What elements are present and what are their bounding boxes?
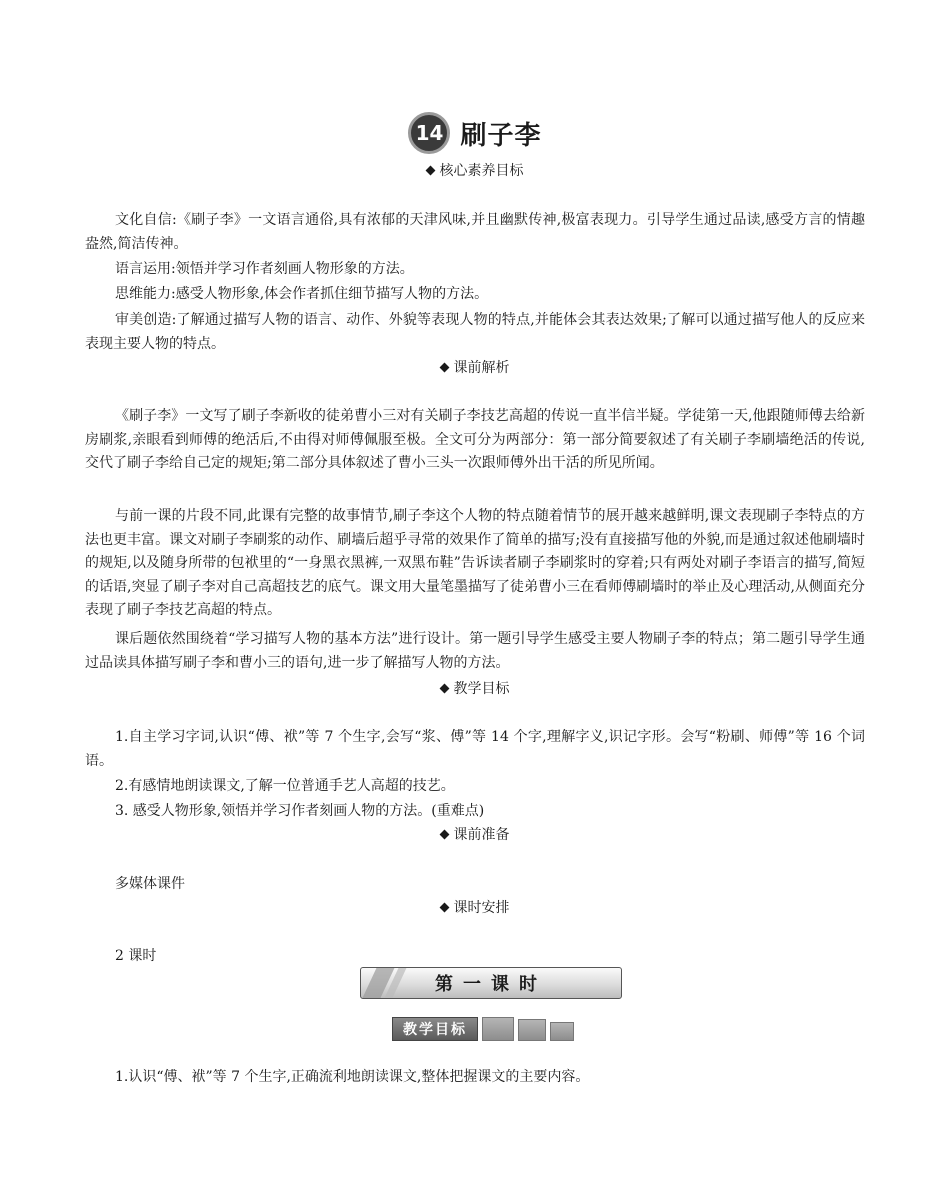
lesson-title-text: 刷子李 bbox=[460, 120, 542, 151]
diamond-bullet-icon bbox=[439, 683, 449, 693]
teaching-goal-item: 1.自主学习字词,认识“傅、袱”等 7 个生字,会写“浆、傅”等 14 个字,理解字义,识记字形。会写“粉刷、师傅”等 16 个词语。 bbox=[85, 729, 865, 769]
lesson-title bbox=[0, 112, 950, 156]
teaching-goals-tag bbox=[392, 1017, 574, 1041]
section-heading-core: 核心素养目标 bbox=[0, 160, 950, 180]
decorative-block bbox=[482, 1017, 514, 1041]
teaching-goal-item: 2.有感情地朗读课文,了解一位普通手艺人高超的技艺。 bbox=[115, 778, 455, 794]
core-goal-language: 语言运用:领悟并学习作者刻画人物形象的方法。 bbox=[115, 261, 414, 277]
schedule-text: 2 课时 bbox=[115, 948, 157, 964]
diamond-bullet-icon bbox=[425, 165, 435, 175]
lesson-number-badge: 14 bbox=[408, 112, 450, 154]
core-goal-aesthetic: 审美创造:了解通过描写人物的语言、动作、外貌等表现人物的特点,并能体会其表达效果;了解可以通过描写他人的反应来表现主要人物的特点。 bbox=[85, 312, 865, 352]
diamond-bullet-icon bbox=[439, 362, 449, 372]
analysis-paragraph: 课后题依然围绕着“学习描写人物的基本方法”进行设计。第一题引导学生感受主要人物刷子李的特点；第二题引导学生通过品读具体描写刷子李和曹小三的语句,进一步了解描写人物的方法。 bbox=[85, 631, 865, 671]
preparation-text: 多媒体课件 bbox=[115, 876, 185, 892]
core-goal-thinking: 思维能力:感受人物形象,体会作者抓住细节描写人物的方法。 bbox=[115, 286, 489, 302]
diamond-bullet-icon bbox=[439, 902, 449, 912]
section-heading-preparation: 课前准备 bbox=[0, 824, 950, 844]
core-goal-culture: 文化自信:《刷子李》一文语言通俗,具有浓郁的天津风味,并且幽默传神,极富表现力。引导学生通过品读,感受方言的情趣盎然,简洁传神。 bbox=[85, 212, 865, 252]
lesson-period-banner-text: 第一课时 bbox=[435, 974, 547, 995]
section-heading-analysis: 课前解析 bbox=[0, 357, 950, 377]
teaching-goals-tag-label: 教学目标 bbox=[392, 1017, 478, 1041]
diamond-bullet-icon bbox=[439, 829, 449, 839]
section-heading-teaching-goals: 教学目标 bbox=[0, 678, 950, 698]
analysis-paragraph: 《刷子李》一文写了刷子李新收的徒弟曹小三对有关刷子李技艺高超的传说一直半信半疑。学徒第一天,他跟随师傅去给新房刷浆,亲眼看到师傅的绝活后,不由得对师傅佩服至极。全文可分为两部分：第一部分简要叙述了有关刷子李刷墙绝活的传说,交代了刷子李给自己定的规矩;第二部分具体叙述了曹小三头一次跟师傅外出干活的所见所闻。 bbox=[85, 408, 865, 471]
decorative-block bbox=[550, 1022, 574, 1041]
lesson-period-banner bbox=[360, 967, 622, 999]
decorative-block bbox=[518, 1019, 546, 1041]
analysis-paragraph: 与前一课的片段不同,此课有完整的故事情节,刷子李这个人物的特点随着情节的展开越来越鲜明,课文表现刷子李特点的方法也更丰富。课文对刷子李刷浆的动作、刷墙后超乎寻常的效果作了简单的描写;没有直接描写他的外貌,而是通过叙述他刷墙时的规矩,以及随身所带的包袱里的“一身黑衣黑裤,一双黑布鞋”告诉读者刷子李刷浆时的穿着;只有两处对刷子李语言的描写,简短的话语,突显了刷子李对自己高超技艺的底气。课文用大量笔墨描写了徒弟曹小三在看师傅刷墙时的举止及心理活动,从侧面充分表现了刷子李技艺高超的特点。 bbox=[85, 508, 865, 618]
lesson-goal-item: 1.认识“傅、袱”等 7 个生字,正确流利地朗读课文,整体把握课文的主要内容。 bbox=[115, 1069, 590, 1085]
section-heading-schedule: 课时安排 bbox=[0, 897, 950, 917]
teaching-goal-item: 3. 感受人物形象,领悟并学习作者刻画人物的方法。(重难点) bbox=[115, 803, 485, 819]
